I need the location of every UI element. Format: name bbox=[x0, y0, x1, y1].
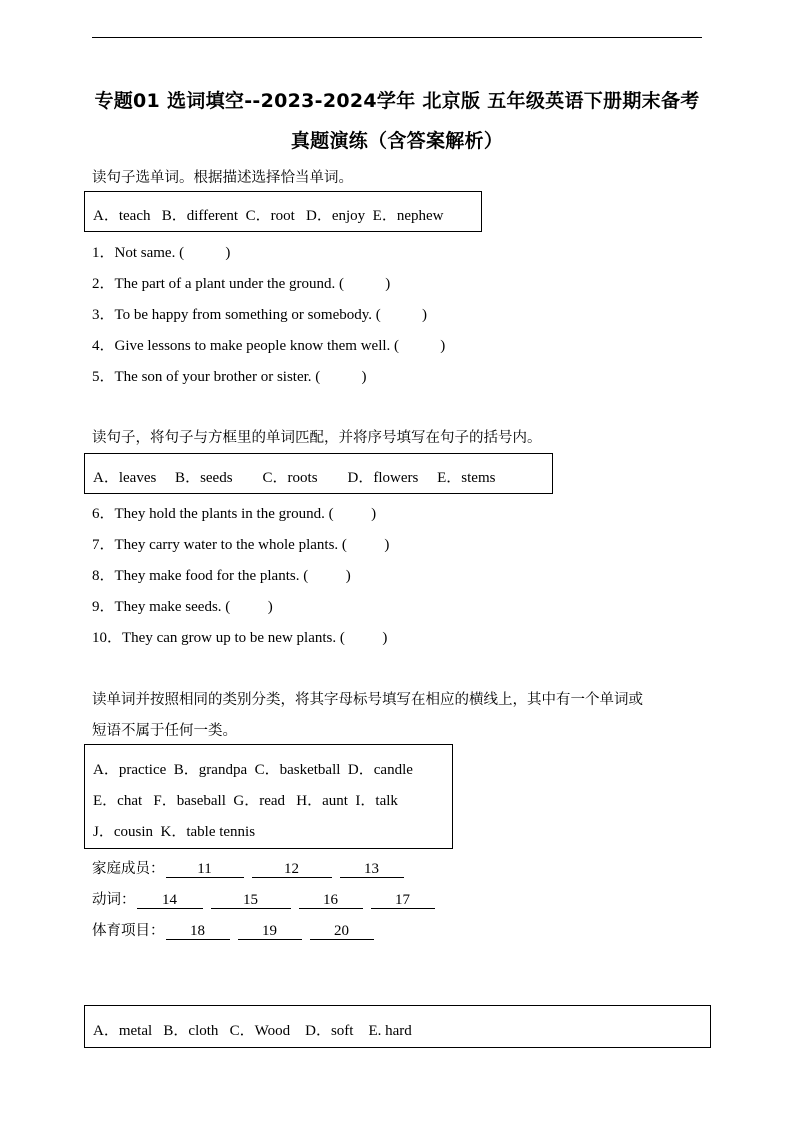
section1-instruction: 读句子选单词。根据描述选择恰当单词。 bbox=[92, 170, 353, 186]
blank-13[interactable]: 13 bbox=[340, 862, 404, 878]
question-6: 6．They hold the plants in the ground. ( ) bbox=[92, 506, 377, 522]
question-8: 8．They make food for the plants. ( ) bbox=[92, 568, 351, 584]
question-10: 10．They can grow up to be new plants. ( ) bbox=[92, 630, 388, 646]
section4-options: A．metal B．cloth C．Wood D．soft E. hard bbox=[93, 1023, 412, 1039]
section2-word-box bbox=[84, 453, 553, 494]
section3-options-row-1: A．practice B．grandpa C．basketball D．candle bbox=[93, 762, 413, 778]
sports-row bbox=[92, 919, 382, 940]
blank-14[interactable]: 14 bbox=[137, 893, 203, 909]
section1-options: A．teach B．different C．root D．enjoy E．nephew bbox=[93, 208, 444, 224]
question-2: 2．The part of a plant under the ground. ( ) bbox=[92, 276, 391, 292]
blank-17[interactable]: 17 bbox=[371, 893, 435, 909]
header-rule bbox=[92, 37, 702, 38]
blank-11[interactable]: 11 bbox=[166, 862, 244, 878]
section2-instruction: 读句子，将句子与方框里的单词匹配，并将序号填写在句子的括号内。 bbox=[92, 430, 542, 446]
blank-20[interactable]: 20 bbox=[310, 924, 374, 940]
section3-word-box bbox=[84, 744, 453, 849]
question-4: 4．Give lessons to make people know them well. ( ) bbox=[92, 338, 446, 354]
question-7: 7．They carry water to the whole plants. ( ) bbox=[92, 537, 390, 553]
section4-word-box bbox=[84, 1005, 711, 1048]
question-1: 1．Not same. ( ) bbox=[92, 245, 231, 261]
section3-instruction-line2: 短语不属于任何一类。 bbox=[92, 723, 237, 739]
section3-options-row-2: E．chat F．baseball G．read H．aunt I．talk bbox=[93, 793, 398, 809]
section2-options: A．leaves B．seeds C．roots D．flowers E．stems bbox=[93, 470, 496, 486]
blank-16[interactable]: 16 bbox=[299, 893, 363, 909]
family-label: 家庭成员： bbox=[92, 861, 165, 877]
page-title: 专题01 选词填空--2023-2024学年 北京版 五年级英语下册期末备考 bbox=[94, 90, 700, 112]
family-row bbox=[92, 857, 412, 878]
verb-label: 动词： bbox=[92, 892, 136, 908]
blank-18[interactable]: 18 bbox=[166, 924, 230, 940]
question-5: 5．The son of your brother or sister. ( ) bbox=[92, 369, 367, 385]
blank-19[interactable]: 19 bbox=[238, 924, 302, 940]
sports-label: 体育项目： bbox=[92, 923, 165, 939]
verb-row bbox=[92, 888, 443, 909]
section3-options-row-3: J．cousin K．table tennis bbox=[93, 824, 256, 840]
question-9: 9．They make seeds. ( ) bbox=[92, 599, 273, 615]
blank-12[interactable]: 12 bbox=[252, 862, 332, 878]
section3-instruction-line1: 读单词并按照相同的类别分类，将其字母标号填写在相应的横线上，其中有一个单词或 bbox=[92, 692, 643, 708]
blank-15[interactable]: 15 bbox=[211, 893, 291, 909]
question-3: 3．To be happy from something or somebody. ( ) bbox=[92, 307, 428, 323]
page-subtitle: 真题演练（含答案解析） bbox=[290, 130, 504, 152]
section1-word-box bbox=[84, 191, 482, 232]
